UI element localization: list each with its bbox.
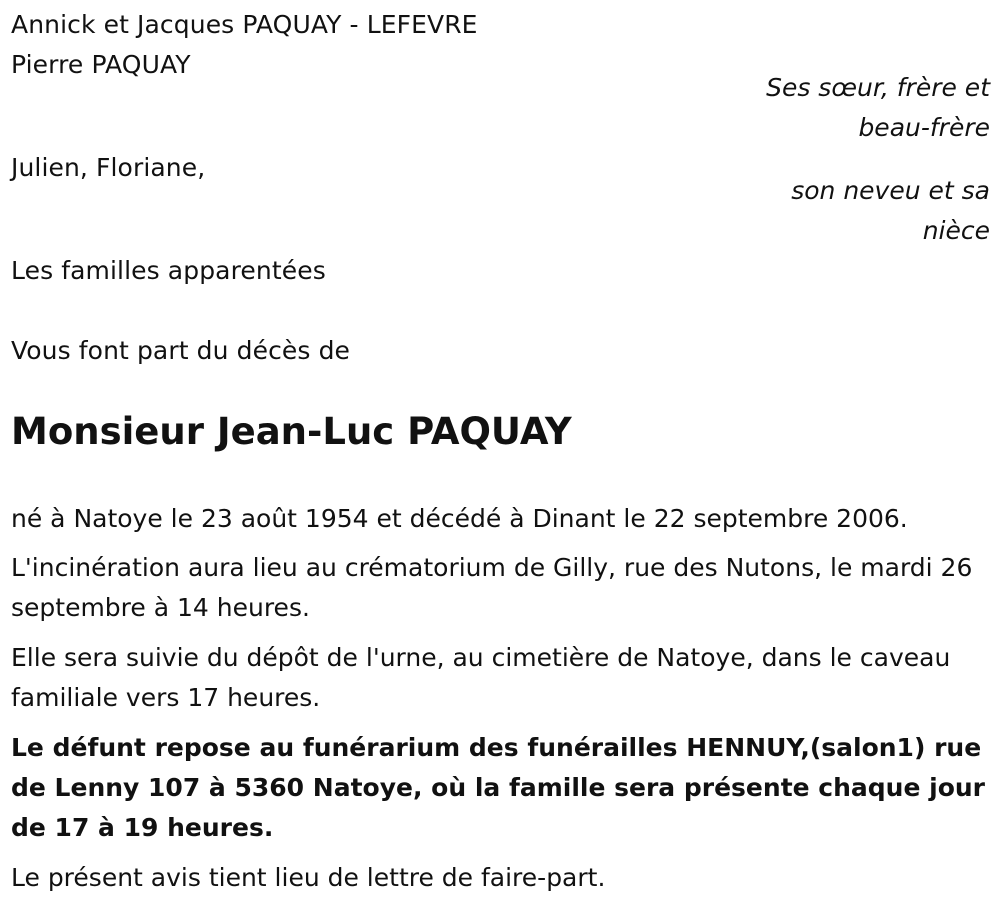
siblings-line-2: Pierre PAQUAY (11, 50, 191, 79)
nephews-role-line-1: son neveu et sa (791, 176, 990, 205)
nephews-line: Julien, Floriane, (11, 153, 206, 182)
urn-paragraph: Elle sera suivie du dépôt de l'urne, au cimetière de Natoye, dans le caveau familiale vers 17 heures. (11, 643, 951, 712)
relatives-line: Les familles apparentées (11, 256, 326, 285)
birth-death-paragraph: né à Natoye le 23 août 1954 et décédé à Dinant le 22 septembre 2006. (11, 504, 908, 533)
siblings-line-1: Annick et Jacques PAQUAY - LEFEVRE (11, 10, 478, 39)
cremation-paragraph: L'incinération aura lieu au crématorium de Gilly, rue des Nutons, le mardi 26 septembre à 14 heures. (11, 553, 973, 622)
siblings-role-line-2: beau-frère (858, 113, 990, 142)
closing-paragraph: Le présent avis tient lieu de lettre de faire-part. (11, 863, 606, 892)
deceased-name: Monsieur Jean-Luc PAQUAY (11, 410, 572, 453)
announcement-intro: Vous font part du décès de (11, 336, 351, 365)
nephews-role-line-2: nièce (922, 216, 990, 245)
siblings-role-line-1: Ses sœur, frère et (766, 73, 990, 102)
funerarium-paragraph: Le défunt repose au funérarium des funérailles HENNUY,(salon1) rue de Lenny 107 à 5360 Natoye, où la famille sera présente chaque jour de 17 à 19 heures. (11, 733, 986, 842)
